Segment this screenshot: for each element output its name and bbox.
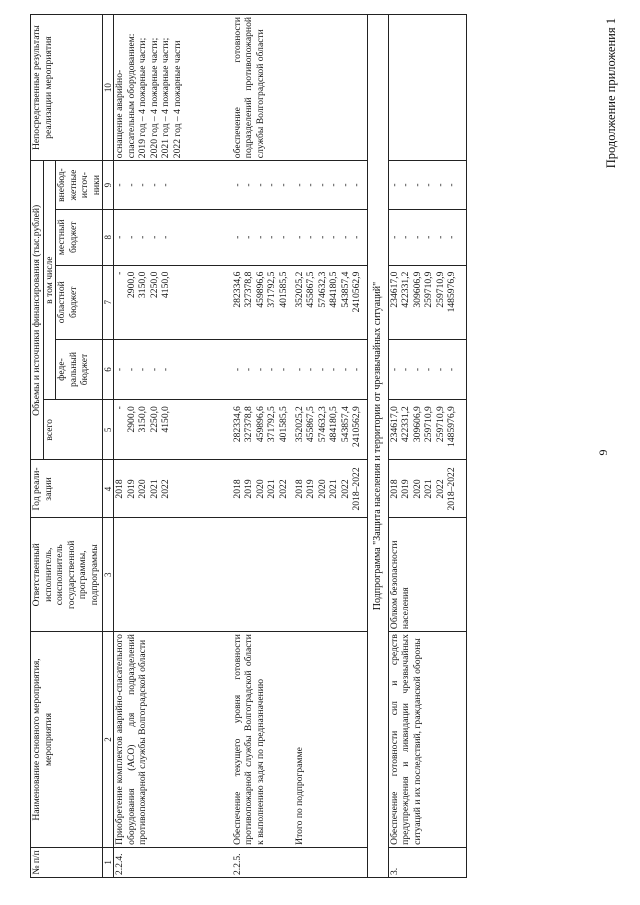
row-years: 2018 2019 2020 2021 2022 2018–2022: [388, 460, 466, 518]
row-result: обеспечение готовности подразделений противопожарной службы Волгоградской области: [232, 15, 294, 161]
colnum: 6: [103, 339, 114, 399]
row-result: оснащение аварийно-спасательным оборудованием: 2019 год – 4 пожарные части; 2020 год – 4 пожарные части; 2021 год – 4 пожарные части; 2022 год – 4 пожарные части: [114, 15, 232, 161]
table-row: [388, 15, 466, 878]
header-extra: внебюд- жетные источ- ники: [56, 161, 103, 210]
colnum: 2: [103, 632, 114, 848]
table-row-total: [294, 15, 368, 878]
header-total: всего: [43, 400, 103, 460]
row-federal: - - - - - -: [388, 339, 466, 399]
row-extra: - - - - -: [114, 161, 232, 210]
row-regional: - 2900,0 3150,0 2250,0 4150,0: [114, 265, 232, 339]
table-row: [114, 15, 232, 878]
row-total: 234617,0 422331,2 309606,9 259710,9 259710,9 1485976,9: [388, 400, 466, 460]
header-year: Год реали- зации: [31, 460, 103, 518]
row-result: [388, 15, 466, 161]
row-federal: - - - - -: [232, 339, 294, 399]
header-num: № п/п: [31, 847, 103, 877]
row-total: - 2900,0 3150,0 2250,0 4150,0: [114, 400, 232, 460]
row-years: 2018 2019 2020 2021 2022 2018–2022: [294, 460, 368, 518]
row-extra: - - - - - -: [388, 161, 466, 210]
row-local: - - - - -: [232, 209, 294, 265]
row-executor: [294, 518, 368, 632]
row-name: Итого по подпрограмме: [294, 632, 368, 848]
row-result: [294, 15, 368, 161]
row-regional: 352025,2 455867,5 574632,3 484180,5 543857,4 2410562,9: [294, 265, 368, 339]
row-name: Приобретение комплектов аварийно-спасательного оборудования (АСО) для подразделений противопожарной службы Волгоградской области: [114, 632, 232, 848]
program-table-sheet: [30, 14, 467, 878]
row-regional: 234617,0 422331,2 309606,9 259710,9 259710,9 1485976,9: [388, 265, 466, 339]
program-table: [30, 14, 467, 878]
colnum: 9: [103, 161, 114, 210]
colnum: 10: [103, 15, 114, 161]
header-federal: феде- ральный бюджет: [56, 339, 103, 399]
colnum: 3: [103, 518, 114, 632]
header-executor: Ответственный исполнитель, соисполнитель государственной программы, подпрограммы: [31, 518, 103, 632]
header-results: Непосредственные результаты реализации мероприятия: [31, 15, 103, 161]
header-incl: в том числе: [43, 161, 56, 400]
row-federal: - - - - -: [114, 339, 232, 399]
row-num: 3.: [388, 847, 466, 877]
colnum: 4: [103, 460, 114, 518]
colnum: 7: [103, 265, 114, 339]
row-total: 352025,2 455867,5 574632,3 484180,5 543857,4 2410562,9: [294, 400, 368, 460]
row-regional: 282334,6 327378,8 459896,6 371792,5 401585,5: [232, 265, 294, 339]
subprogram-row: [368, 15, 389, 878]
appendix-label: Продолжение приложения 1: [604, 18, 618, 169]
header-finance: Объемы и источники финансирования (тыс.рублей): [31, 161, 44, 460]
row-name: Обеспечение текущего уровня готовности противопожарной службы Волгоградской области к выполнению задач по предназначению: [232, 632, 294, 848]
row-extra: - - - - -: [232, 161, 294, 210]
row-years: 2018 2019 2020 2021 2022: [232, 460, 294, 518]
colnum: 1: [103, 847, 114, 877]
row-executor: Облком безопасности населения: [388, 518, 466, 632]
row-local: - - - - - -: [388, 209, 466, 265]
colnum: 5: [103, 400, 114, 460]
header-local: местный бюджет: [56, 209, 103, 265]
header-regional: областной бюджет: [56, 265, 103, 339]
header-name: Наименование основного мероприятия, мероприятия: [31, 632, 103, 848]
row-local: - - - - - -: [294, 209, 368, 265]
row-local: - - - - -: [114, 209, 232, 265]
row-executor: [232, 518, 294, 632]
subprogram-title: Подпрограмма "Защита населения и территории от чрезвычайных ситуаций": [368, 15, 389, 878]
row-extra: - - - - - -: [294, 161, 368, 210]
colnum: 8: [103, 209, 114, 265]
row-name: Обеспечение готовности сил и средств предупреждения и ликвидации чрезвычайных ситуаций и их последствий, гражданской обороны: [388, 632, 466, 848]
row-num: [294, 847, 368, 877]
row-years: 2018 2019 2020 2021 2022: [114, 460, 232, 518]
row-executor: [114, 518, 232, 632]
row-num: 2.2.4.: [114, 847, 232, 877]
row-num: 2.2.5.: [232, 847, 294, 877]
table-row: [232, 15, 294, 878]
row-federal: - - - - - -: [294, 339, 368, 399]
page-number: 9: [596, 449, 610, 456]
row-total: 282334,6 327378,8 459896,6 371792,5 401585,5: [232, 400, 294, 460]
